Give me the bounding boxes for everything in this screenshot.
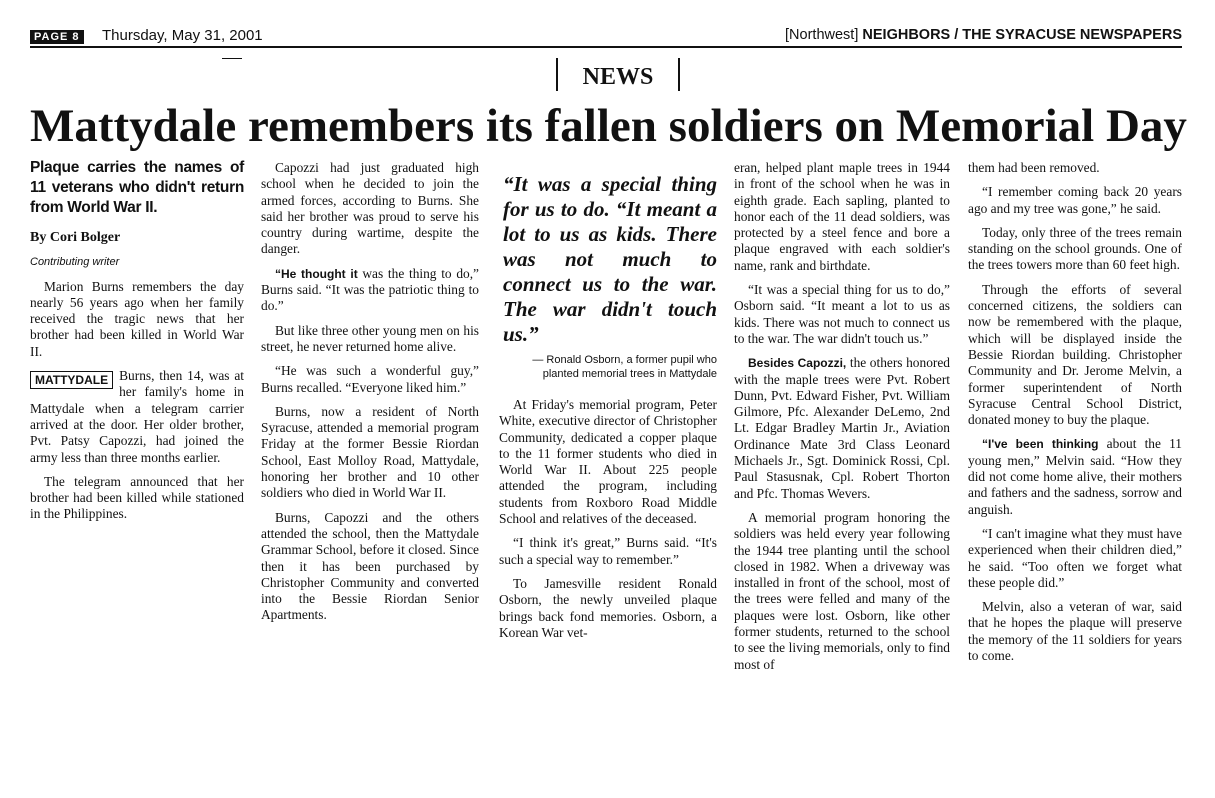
paragraph: A memorial program honoring the soldiers was held every year following the 1944 tree planting until the school closed in 1982. When a driveway was installed in front of the school, most of the trees were felled and many of the plaques were lost. Osborn, like other former students, returned to the school to see the living memorials, only to find most of [734,509,950,672]
byline-title: Contributing writer [30,256,120,269]
dateline-box: MATTYDALE [30,371,113,389]
paragraph: “I remember coming back 20 years ago and my tree was gone,” he said. [968,184,1182,216]
paragraph: them had been removed. [968,160,1100,175]
paragraph: “I can't imagine what they must have experienced when their children died,” he said. “Too often we forget what these people did.” [968,525,1182,590]
column-4 [734,160,950,681]
paragraph-text: about the 11 young men,” Melvin said. “How they did not come home alive, their mothers and fathers and the sadness, sorrow and anguish. [968,436,1183,517]
paragraph: “I think it's great,” Burns said. “It's such a special way to remember.” [499,535,717,567]
column-3 [499,160,717,649]
short-rule [222,58,242,59]
paragraph [30,368,244,466]
paragraph: Burns, Capozzi and the others attended the school, then the Mattydale Grammar School, before it closed. Since then it has been purchased by Christopher Community and converted into the Bessie Riordan Senior Apartments. [261,509,479,623]
paragraph: To Jamesville resident Ronald Osborn, the newly unveiled plaque brings back fond memories. Osborn, a Korean War vet- [499,575,717,640]
paragraph: Through the efforts of several concerned citizens, the soldiers can now be remembered with the plaque, which will be displayed inside the Bessie Riordan building. Christopher Community and Dr. Jerome Melvin, a former superintendent of North Syracuse Central School District, donated money to buy the plaque. [968,281,1182,428]
paragraph: Today, only three of the trees remain standing on the school grounds. One of the trees towers more than 60 feet high. [968,224,1182,273]
paragraph: eran, helped plant maple trees in 1944 in front of the school when he was in eighth grade. Each sapling, planted to honor each of the 11 dead soldiers, was protected by a steel fence and bore a plaque engraved with each soldier's name, rank and birthdate. [734,160,950,273]
paragraph-text: the others honored with the maple trees were Pvt. Robert Dunn, Pvt. Edward Fisher, Pvt. William Gilmore, Pfc. Alexander DeLemo, 2nd Lt. Edgar Bradley Martin Jr., Aviation Ordinance Mate 3rd Class Leonard Michaels Jr., Sgt. Dominick Rossi, Cpl. Paul Stasusnak, Cpl. Robert Thorton and Pfc. Thomas Wevers. [734,355,950,501]
column-1 [30,158,244,531]
column-5 [968,160,1182,672]
publication-region: [Northwest] [785,27,859,43]
paragraph: “It was a special thing for us to do,” Osborn said. “It meant a lot to us as kids. There was not much to connect us to the war. The war didn't touch us.” [734,282,950,346]
paragraph: Marion Burns remembers the day nearly 56 years ago when her family received the tragic news that her brother had been killed in World War II. [30,278,244,359]
paragraph-text: Burns, then 14, was at her family's home in Mattydale when a telegram carrier arrived at the door. Her older brother, Pvt. Patsy Capozzi, had joined the army less than three months earlier. [30,368,244,465]
paragraph [968,436,1182,517]
paragraph: But like three other young men on his street, he never returned home alive. [261,322,479,354]
lead-in: Besides Capozzi, [748,356,847,371]
paragraph: Melvin, also a veteran of war, said that he hopes the plaque will preserve the memory of the 11 soldiers for years to come. [968,599,1182,664]
section-label: NEWS [556,58,680,91]
pull-quote: “It was a special thing for us to do. “It meant a lot to us as kids. There was not much to connect us to the war. The war didn't touch us.” [503,172,717,346]
lead-in: “I've been thinking [982,437,1099,452]
headline: Mattydale remembers its fallen soldiers on Memorial Day [30,100,1187,152]
byline: By Cori Bolger [30,230,121,245]
column-2 [261,160,479,632]
deck-subhead: Plaque carries the names of 11 veterans who didn't return from World War II. [30,159,244,216]
paragraph: Capozzi had just graduated high school when he decided to join the armed forces, according to Burns. She said her brother was proud to serve his country during wartime, despite the danger. [261,160,479,257]
issue-date: Thursday, May 31, 2001 [102,27,263,44]
publication-name [785,27,1182,43]
paragraph-text: was the thing to do,” Burns said. “It was the patriotic thing to do.” [261,265,479,314]
paragraph: “He was such a wonderful guy,” Burns recalled. “Everyone liked him.” [261,363,479,395]
paragraph: The telegram announced that her brother had been killed while stationed in the Philippines. [30,473,244,522]
paragraph: Burns, now a resident of North Syracuse, attended a memorial program Friday at the former Bessie Riordan School, East Molloy Road, Mattydale, honoring her brother and 10 other soldiers who died in World War II. [261,403,479,501]
paragraph [261,266,479,315]
header-rule [30,46,1182,48]
page-header [30,26,1182,48]
page-number-tag: PAGE 8 [30,30,84,44]
pull-quote-attribution: — Ronald Osborn, a former pupil who planted memorial trees in Mattydale [532,354,717,380]
paragraph: At Friday's memorial program, Peter White, executive director of Christopher Community, dedicated a copper plaque to the 11 former students who died in World War II. About 225 people attended the program, including students from Roxboro Road Middle School and relatives of the deceased. [499,397,717,527]
publication-title: NEIGHBORS / THE SYRACUSE NEWSPAPERS [862,27,1182,43]
paragraph [734,355,950,502]
lead-in: “He thought it [275,266,358,281]
